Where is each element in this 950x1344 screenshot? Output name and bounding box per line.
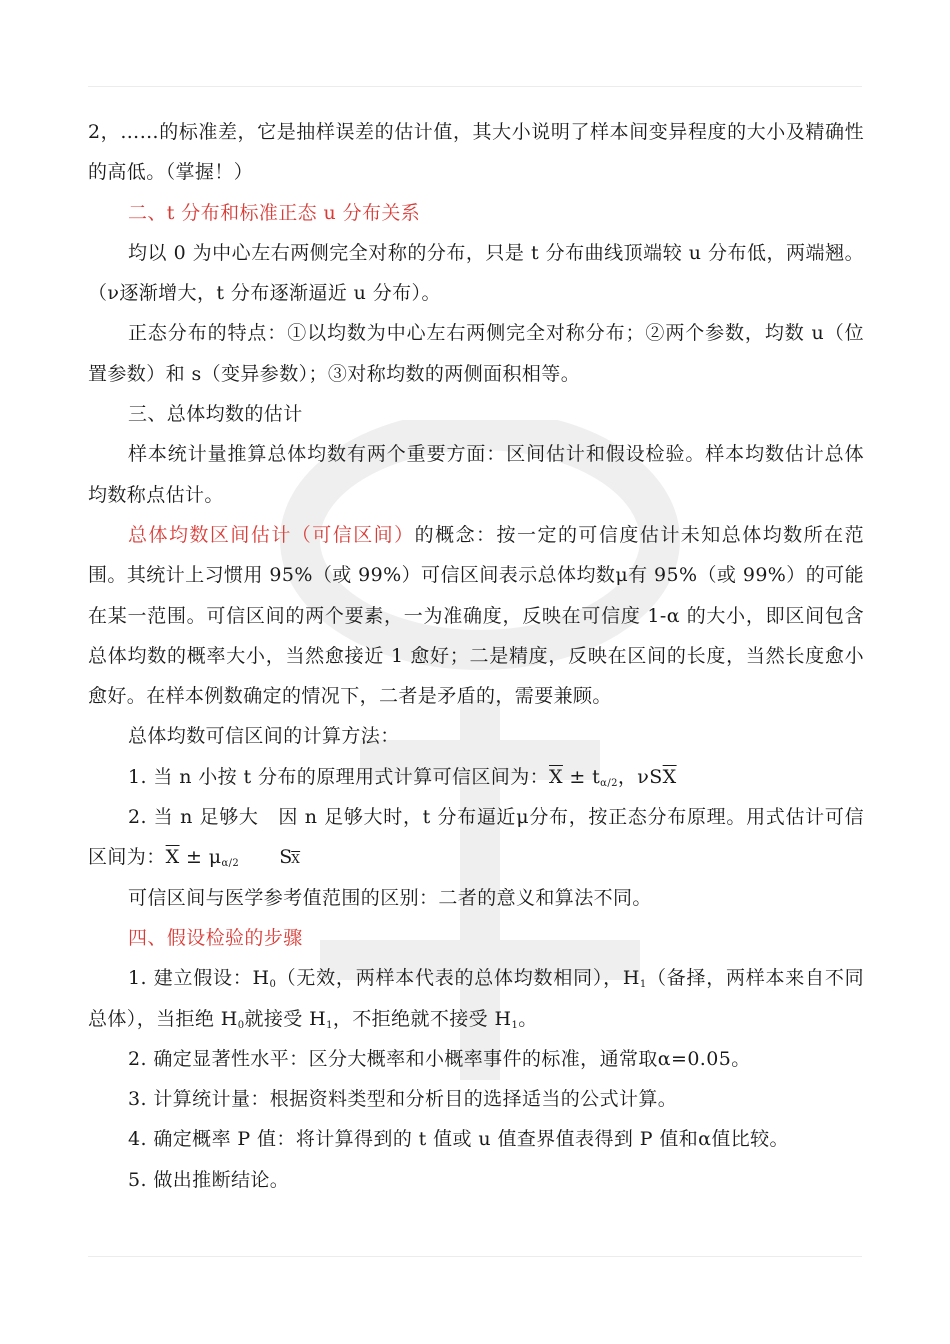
paragraph-normal-features: 正态分布的特点：①以均数为中心左右两侧完全对称分布；②两个参数，均数 u（位置参数）和 s（变异参数）；③对称均数的两侧面积相等。 (88, 322, 864, 385)
xbar-subscript: $\overline{X}$ (291, 852, 301, 867)
method2-text: 2. 当 n 足够大 因 n 足够大时，t 分布逼近μ分布，按正态分布原理。用式估计可信区间为： (88, 806, 864, 869)
subscript: 1 (639, 979, 647, 991)
pm-t-text: ± t (562, 765, 601, 788)
xbar-symbol: $\overline{X}$ (549, 765, 563, 788)
header-rule (88, 86, 862, 87)
subscript: 0 (237, 1019, 245, 1031)
step-4: 4. 确定概率 P 值：将计算得到的 t 值或 u 值查界值表得到 P 值和α值比较。 (128, 1128, 789, 1151)
subscript: 0 (269, 979, 277, 991)
step1-text: （备择，两样本来自不同总体），当拒绝 H (88, 967, 864, 1030)
step1-text: ，不拒绝就不接受 H (332, 1007, 512, 1030)
step-5: 5. 做出推断结论。 (128, 1168, 290, 1191)
step-2: 2. 确定显著性水平：区分大概率和小概率事件的标准，通常取α=0.05。 (128, 1047, 751, 1070)
paragraph-t-vs-u: 均以 0 为中心左右两侧完全对称的分布，只是 t 分布曲线顶端较 u 分布低，两端翘。（ν逐渐增大，t 分布逐渐逼近 u 分布）。 (88, 241, 864, 305)
step1-text: 就接受 H (244, 1007, 327, 1030)
paragraph-ci-vs-reference: 可信区间与医学参考值范围的区别：二者的意义和算法不同。 (128, 886, 652, 909)
nu-s-text: ，νS (617, 765, 663, 788)
alpha-half-subscript: α/2 (600, 777, 618, 789)
paragraph-method-large-n (88, 797, 864, 878)
step1-text: （无效，两样本代表的总体均数相同），H (276, 967, 640, 990)
xbar-symbol: $\overline{X}$ (165, 846, 180, 869)
heading-mean-estimation: 三、总体均数的估计 (128, 403, 303, 426)
step-1 (88, 958, 864, 1039)
heading-number: 四、 (128, 926, 167, 949)
alpha-half-subscript: α/2 (221, 858, 240, 870)
term-confidence-interval: 总体均数区间估计（可信区间） (128, 523, 415, 546)
footer-rule (88, 1256, 862, 1257)
document-body (88, 112, 864, 1200)
step-3: 3. 计算统计量：根据资料类型和分析目的选择适当的公式计算。 (128, 1088, 678, 1111)
s-letter: S (279, 846, 293, 869)
paragraph-point-estimate: 样本统计量推算总体均数有两个重要方面：区间估计和假设检验。样本均数估计总体均数称点估计。 (88, 443, 864, 506)
pm-mu-text: ± μ (179, 846, 222, 869)
heading-hypothesis-testing (88, 918, 864, 958)
paragraph-ci-methods: 总体均数可信区间的计算方法： (128, 725, 400, 748)
step1-text: 。 (518, 1007, 538, 1030)
subscript: 1 (511, 1019, 519, 1031)
heading-t-distribution: 二、t 分布和标准正态 u 分布关系 (128, 201, 421, 224)
xbar-symbol: $\overline{X}$ (662, 765, 677, 788)
heading-text: 假设检验的步骤 (166, 926, 303, 949)
paragraph-confidence-interval (88, 515, 864, 716)
paragraph-std-error: 2，……的标准差，它是抽样误差的估计值，其大小说明了样本间变异程度的大小及精确性的高低。（掌握！） (88, 121, 864, 184)
step1-text: 1. 建立假设：H (128, 967, 270, 990)
method1-text: 1. 当 n 小按 t 分布的原理用式计算可信区间为： (128, 765, 549, 788)
s-xbar-symbol (239, 837, 301, 877)
ci-definition-text: 的概念：按一定的可信度估计未知总体均数所在范围。其统计上习惯用 95%（或 99%）可信区间表示总体均数μ有 95%（或 99%）的可能在某一范围。可信区间的两个要素，一为准确度，反映在可信度 1-α 的大小，即区间包含总体均数的概率大小，当然愈接近 1 愈好；二是精度，反映在区间的长度，当然长度愈小愈好。在样本例数确定的情况下，二者是矛盾的，需要兼顾。 (88, 523, 864, 708)
paragraph-method-small-n (88, 757, 864, 797)
subscript: 1 (326, 1019, 333, 1031)
